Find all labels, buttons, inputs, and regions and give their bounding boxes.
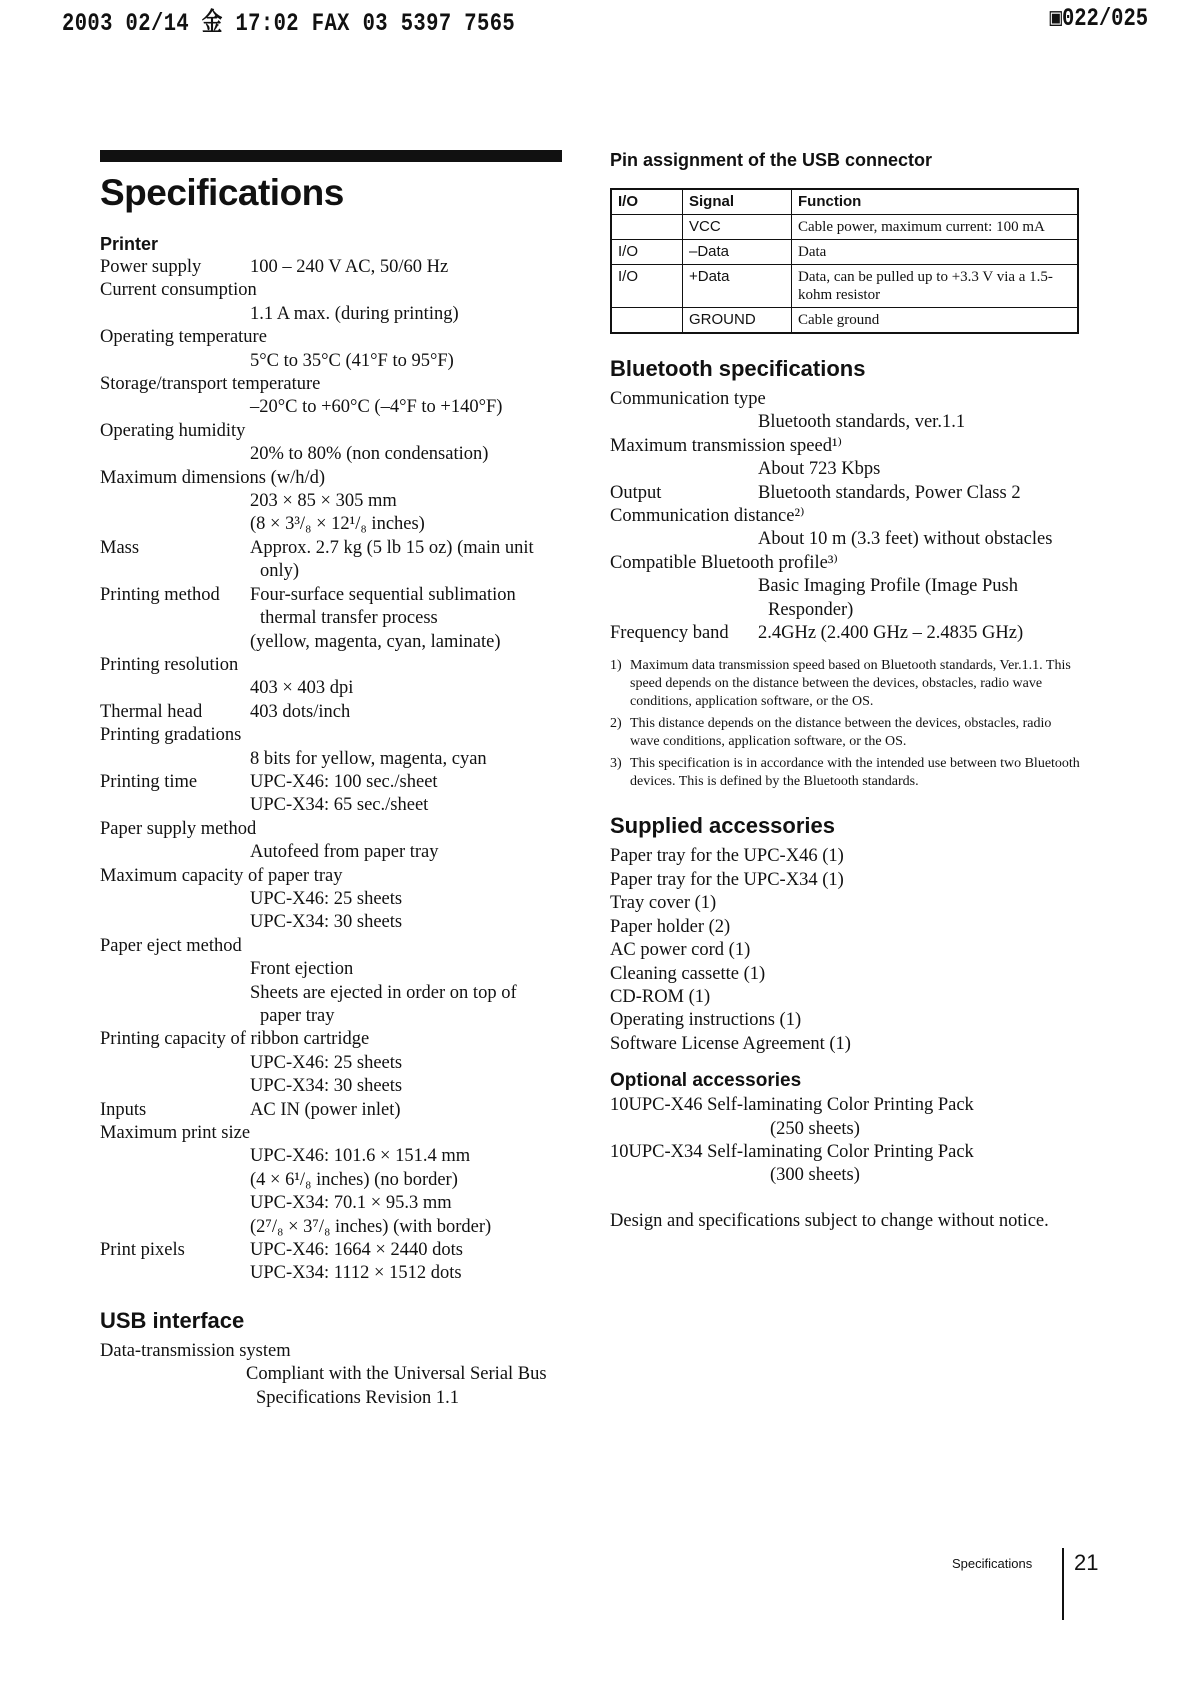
footnote-number: 1) xyxy=(610,658,622,674)
list-item: Cleaning cassette (1) xyxy=(610,963,766,984)
footnote-number: 2) xyxy=(610,716,622,732)
spec-value: Basic Imaging Profile (Image Push Responder) xyxy=(758,576,1018,620)
optional-item-qty: (250 sheets) xyxy=(770,1118,860,1139)
spec-value: UPC-X46: 100 sec./sheet xyxy=(250,771,438,792)
spec-value: 8 bits for yellow, magenta, cyan xyxy=(250,748,487,769)
table-row xyxy=(611,308,1078,334)
spec-value: 203 × 85 × 305 mm xyxy=(250,491,397,512)
spec-value: 403 dots/inch xyxy=(250,701,351,722)
page-title: Specifications xyxy=(100,172,344,213)
spec-values xyxy=(250,537,562,584)
column-header: Signal xyxy=(683,189,792,215)
spec-row xyxy=(610,482,1080,505)
spec-value: Autofeed from paper tray xyxy=(250,842,439,863)
right-column xyxy=(610,148,1080,1233)
spec-row xyxy=(610,552,1080,622)
spec-value: Bluetooth standards, Power Class 2 xyxy=(758,482,1021,503)
spec-values xyxy=(758,482,1080,505)
table-cell xyxy=(611,215,683,240)
spec-value: Front ejection xyxy=(250,959,354,980)
spec-values xyxy=(758,622,1080,645)
spec-value: –20°C to +60°C (–4°F to +140°F) xyxy=(250,397,503,418)
spec-values xyxy=(100,303,562,326)
optional-list xyxy=(610,1094,1080,1188)
column-header: I/O xyxy=(611,189,683,215)
spec-values xyxy=(610,575,1080,622)
footer-rule xyxy=(1062,1548,1064,1620)
spec-row xyxy=(100,654,562,701)
spec-value: (8 × 3³/₈ × 12¹/₈ inches) xyxy=(250,514,425,535)
table-cell: +Data xyxy=(683,265,792,308)
spec-value: UPC-X34: 1112 × 1512 dots xyxy=(250,1263,462,1284)
spec-value: UPC-X34: 30 sheets xyxy=(250,1076,403,1097)
spec-values xyxy=(100,677,562,700)
spec-value: UPC-X46: 1664 × 2440 dots xyxy=(250,1240,463,1261)
printer-spec-list xyxy=(100,256,562,1286)
footnote-text: This specification is in accordance with the intended use between two Bluetooth devices. This is defined by the Bluetooth standards. xyxy=(630,756,1080,790)
spec-value: UPC-X46: 25 sheets xyxy=(250,1052,403,1073)
list-item: AC power cord (1) xyxy=(610,940,751,961)
table-cell: I/O xyxy=(611,240,683,265)
column-header: Function xyxy=(792,189,1079,215)
footnote xyxy=(610,657,1080,711)
spec-values xyxy=(250,701,562,724)
spec-values xyxy=(100,888,562,935)
spec-label: Printing method xyxy=(100,584,220,605)
spec-row xyxy=(100,865,562,935)
optional-heading: Optional accessories xyxy=(610,1070,802,1092)
spec-value: UPC-X46: 25 sheets xyxy=(250,888,403,909)
spec-values xyxy=(100,490,562,537)
printer-heading: Printer xyxy=(100,234,159,254)
spec-row xyxy=(100,1028,562,1098)
footnote xyxy=(610,755,1080,791)
spec-label: Printing gradations xyxy=(100,725,242,746)
spec-label: Maximum print size xyxy=(100,1123,251,1144)
spec-label: Maximum dimensions (w/h/d) xyxy=(100,467,326,488)
spec-value: Sheets are ejected in order on top of paper tray xyxy=(250,982,517,1026)
spec-row xyxy=(100,279,562,326)
spec-values xyxy=(100,396,562,419)
usb-heading: USB interface xyxy=(100,1307,245,1333)
table-cell: Data xyxy=(792,240,1079,265)
spec-value: Approx. 2.7 kg (5 lb 15 oz) (main unit only) xyxy=(250,537,534,582)
spec-row xyxy=(100,701,562,724)
usb-spec xyxy=(100,1340,562,1410)
table-row xyxy=(611,215,1078,240)
list-item: Paper tray for the UPC-X46 (1) xyxy=(610,846,844,867)
spec-row xyxy=(610,505,1080,552)
spec-row xyxy=(100,818,562,865)
spec-row xyxy=(100,1099,562,1122)
spec-value: 100 – 240 V AC, 50/60 Hz xyxy=(250,257,449,277)
spec-values xyxy=(100,443,562,466)
list-item: Software License Agreement (1) xyxy=(610,1033,851,1054)
spec-values xyxy=(100,958,562,1028)
spec-row xyxy=(100,467,562,537)
optional-item-qty: (300 sheets) xyxy=(770,1165,860,1186)
spec-values xyxy=(250,584,562,654)
spec-label: Paper supply method xyxy=(100,818,257,839)
footnote-text: This distance depends on the distance between the devices, obstacles, radio wave conditions, application software, or the OS. xyxy=(630,716,1052,750)
spec-label: Communication distance²⁾ xyxy=(610,506,805,527)
bluetooth-spec-list xyxy=(610,388,1080,645)
list-item: Paper holder (2) xyxy=(610,916,731,937)
table-cell: Cable ground xyxy=(792,308,1079,334)
table-row xyxy=(611,240,1078,265)
optional-item-name: 10UPC-X46 Self-laminating Color Printing Pack xyxy=(610,1095,974,1116)
spec-label: Operating temperature xyxy=(100,327,267,348)
spec-row xyxy=(100,1239,562,1286)
table-cell: –Data xyxy=(683,240,792,265)
spec-value: (4 × 6¹/₈ inches) (no border) xyxy=(250,1169,458,1190)
spec-label: Storage/transport temperature xyxy=(100,374,321,395)
spec-value: 403 × 403 dpi xyxy=(250,678,354,699)
spec-label: Thermal head xyxy=(100,701,203,722)
spec-value: UPC-X34: 30 sheets xyxy=(250,912,403,933)
spec-label: Maximum transmission speed¹⁾ xyxy=(610,435,843,456)
fax-header-line: 2003 02/14 金 17:02 FAX 03 5397 7565 xyxy=(62,9,516,38)
table-cell: VCC xyxy=(683,215,792,240)
spec-values xyxy=(100,841,562,864)
spec-label: Operating humidity xyxy=(100,420,246,441)
pin-table-heading: Pin assignment of the USB connector xyxy=(610,150,933,170)
supplied-list xyxy=(610,845,1080,1056)
spec-values xyxy=(100,1145,562,1239)
spec-values xyxy=(100,350,562,373)
spec-label: Communication type xyxy=(610,389,766,409)
footnote-text: Maximum data transmission speed based on Bluetooth standards, Ver.1.1. This speed depends on the distance between the devices, obstacles, radio wave conditions, application software, or the OS. xyxy=(630,658,1071,710)
footnote-number: 3) xyxy=(610,756,622,772)
page-number: 21 xyxy=(1074,1550,1099,1575)
spec-values xyxy=(250,1239,562,1286)
spec-label: Printing capacity of ribbon cartridge xyxy=(100,1029,370,1050)
spec-values xyxy=(100,748,562,771)
table-cell: I/O xyxy=(611,265,683,308)
spec-row xyxy=(100,771,562,818)
supplied-heading: Supplied accessories xyxy=(610,813,835,839)
spec-value: (yellow, magenta, cyan, laminate) xyxy=(250,631,501,652)
table-row xyxy=(611,265,1078,308)
table-cell: Data, can be pulled up to +3.3 V via a 1.5-kohm resistor xyxy=(792,265,1079,308)
spec-value: About 10 m (3.3 feet) without obstacles xyxy=(758,529,1053,550)
spec-row xyxy=(100,256,562,279)
spec-label: Output xyxy=(610,482,662,503)
spec-label: Maximum capacity of paper tray xyxy=(100,865,343,886)
spec-value: (2⁷/₈ × 3⁷/₈ inches) (with border) xyxy=(250,1216,492,1237)
spec-value: 20% to 80% (non condensation) xyxy=(250,444,489,465)
usb-spec-label: Data-transmission system xyxy=(100,1340,291,1361)
spec-row xyxy=(100,724,562,771)
footer-section-label: Specifications xyxy=(952,1556,1033,1571)
spec-row xyxy=(100,1122,562,1239)
list-item: CD-ROM (1) xyxy=(610,986,711,1007)
spec-label: Paper eject method xyxy=(100,935,242,956)
spec-row xyxy=(100,420,562,467)
table-cell: GROUND xyxy=(683,308,792,334)
spec-row xyxy=(100,373,562,420)
left-column xyxy=(100,150,562,1410)
list-item: Paper tray for the UPC-X34 (1) xyxy=(610,869,844,890)
list-item: Operating instructions (1) xyxy=(610,1010,802,1031)
spec-values xyxy=(610,458,1080,481)
spec-value: Four-surface sequential sublimation thermal transfer process xyxy=(250,584,516,629)
spec-values xyxy=(100,1052,562,1099)
title-rule xyxy=(100,150,562,162)
spec-label: Current consumption xyxy=(100,280,257,301)
spec-row xyxy=(100,584,562,654)
table-cell xyxy=(611,308,683,334)
bluetooth-heading: Bluetooth specifications xyxy=(610,356,866,381)
spec-value: About 723 Kbps xyxy=(758,459,881,480)
disclaimer: Design and specifications subject to change without notice. xyxy=(610,1210,1049,1231)
spec-value: AC IN (power inlet) xyxy=(250,1099,401,1120)
spec-row xyxy=(100,537,562,584)
spec-label: Mass xyxy=(100,537,140,558)
spec-label: Printing time xyxy=(100,771,198,792)
footnotes xyxy=(610,657,1080,791)
usb-spec-value: Compliant with the Universal Serial Bus Specifications Revision 1.1 xyxy=(246,1364,547,1408)
spec-value: 2.4GHz (2.400 GHz – 2.4835 GHz) xyxy=(758,623,1024,644)
spec-values xyxy=(610,528,1080,551)
spec-label: Frequency band xyxy=(610,623,729,644)
spec-label: Print pixels xyxy=(100,1240,185,1261)
table-cell: Cable power, maximum current: 100 mA xyxy=(792,215,1079,240)
spec-label: Compatible Bluetooth profile³⁾ xyxy=(610,552,838,573)
fax-page-counter: ▣022/025 xyxy=(1049,4,1148,33)
usb-pin-table xyxy=(610,188,1079,334)
spec-value: UPC-X34: 65 sec./sheet xyxy=(250,795,429,816)
spec-value: UPC-X34: 70.1 × 95.3 mm xyxy=(250,1193,452,1214)
footnote xyxy=(610,715,1080,751)
spec-value: Bluetooth standards, ver.1.1 xyxy=(758,412,966,433)
spec-row xyxy=(610,388,1080,435)
spec-values xyxy=(610,411,1080,434)
spec-value: 5°C to 35°C (41°F to 95°F) xyxy=(250,350,454,371)
spec-row xyxy=(100,935,562,1029)
spec-value: UPC-X46: 101.6 × 151.4 mm xyxy=(250,1146,471,1167)
table-header-row xyxy=(611,189,1078,215)
spec-values xyxy=(250,771,562,818)
spec-label: Inputs xyxy=(100,1099,147,1120)
spec-row xyxy=(610,622,1080,645)
spec-values xyxy=(250,256,562,279)
spec-value: 1.1 A max. (during printing) xyxy=(250,303,459,324)
list-item: Tray cover (1) xyxy=(610,893,717,914)
optional-item-name: 10UPC-X34 Self-laminating Color Printing Pack xyxy=(610,1141,974,1162)
spec-label: Printing resolution xyxy=(100,654,239,675)
spec-values xyxy=(250,1099,562,1122)
spec-label: Power supply xyxy=(100,257,202,277)
spec-row xyxy=(610,435,1080,482)
spec-row xyxy=(100,326,562,373)
